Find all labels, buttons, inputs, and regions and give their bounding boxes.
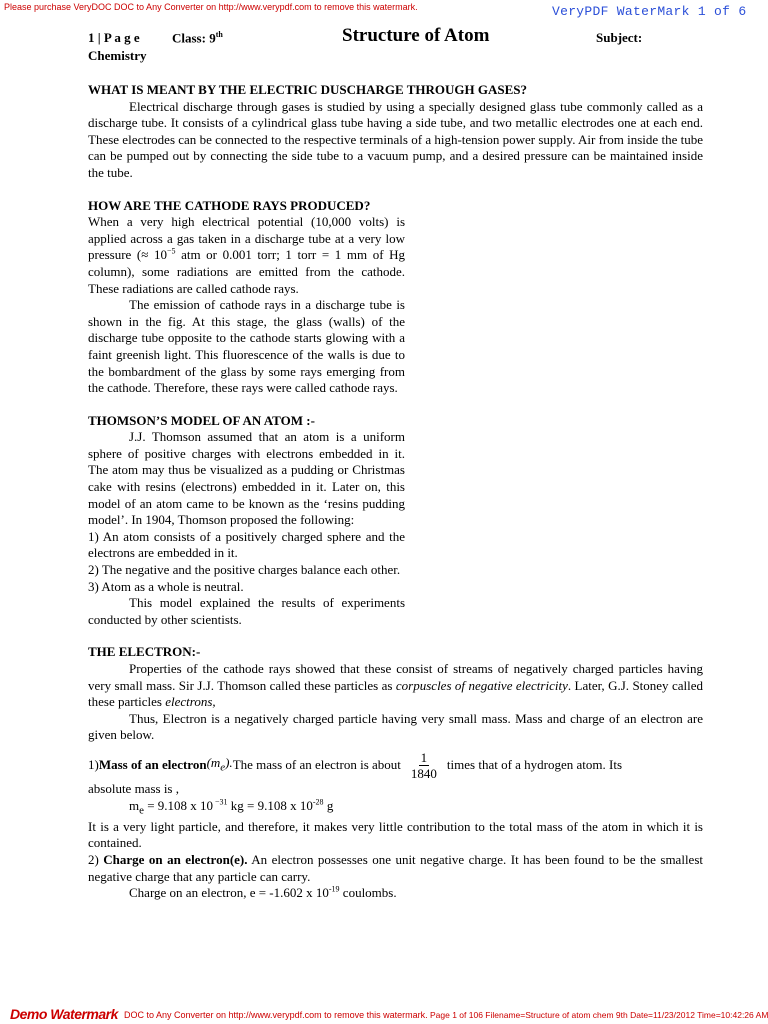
cathode-rays-column	[88, 214, 405, 397]
paragraph-cathode-rays-2: The emission of cathode rays in a discharge tube is shown in the fig. At this stage, the glass (walls) of the discharge tube opposite to the cathode starts glowing with a faint greenish light. This fluorescence of the walls is due to the bombardment of the glass by some rays emerging from the cathode. Therefore, these rays were called cathode rays.	[88, 297, 405, 396]
document-body	[88, 82, 703, 902]
demo-watermark-label: Demo Watermark	[10, 1006, 118, 1022]
list-item: 1) An atom consists of a positively charged sphere and the electrons are embedded in it.	[88, 528, 405, 561]
section-heading-discharge: WHAT IS MEANT BY THE ELECTRIC DUSCHARGE THROUGH GASES?	[88, 82, 527, 97]
paragraph-discharge: Electrical discharge through gases is studied by using a specially designed glass tube commonly called as a discharge tube. It consists of a cylindrical glass tube having a side tube, and two metallic electrodes one at each end. These electrodes can be connected to the respective terminals of a high-tension power supply. Air from inside the tube can be pumped out by connecting the side tube to a vacuum pump, and a desired pressure can be maintained inside the tube.	[88, 98, 703, 180]
paragraph-electron-3: It is a very light particle, and therefore, it makes very little contribution to the total mass of the atom in which it is contained.	[88, 818, 703, 851]
watermark-bottom-notice: DOC to Any Converter on http://www.verypdf.com to remove this watermark.	[124, 1010, 428, 1020]
paragraph-electron-2: Thus, Electron is a negatively charged particle having very small mass. Mass and charge of an electron are given below.	[88, 710, 703, 743]
electron-charge-line: 2) Charge on an electron(e). An electron possesses one unit negative charge. It has been found to be the smallest negative charge that any particle can carry.	[88, 851, 703, 884]
subject-value: Chemistry	[88, 48, 147, 63]
page-number: 1 | P a g e	[88, 30, 140, 45]
section-heading-thomson-model: THOMSON’S MODEL OF AN ATOM :-	[88, 412, 315, 428]
paragraph-thomson-2: This model explained the results of experiments conducted by other scientists.	[88, 595, 405, 627]
watermark-page-info: Page 1 of 106 Filename=Structure of atom chem 9th Date=11/23/2012 Time=10:42:26 AM	[430, 1010, 768, 1020]
electron-mass-line: 1) Mass of an electron $(m_e)$. The mass of an electron is about $\frac{1}{1840}$ times that of a hydrogen atom. Its	[88, 749, 623, 781]
electron-charge-formula: Charge on an electron, e = -1.602 x $10^{-19}$ coulombs.	[129, 884, 397, 901]
list-item: 3) Atom as a whole is neutral.	[88, 578, 244, 594]
electron-mass-continued: absolute mass is ,	[88, 780, 179, 796]
list-item: 2) The negative and the positive charges balance each other.	[88, 562, 401, 578]
subject-label: Subject:	[596, 30, 643, 45]
electron-mass-formula: $m_e = 9.108$ x 10 $^{-31}$ kg = 9.108 x $10^{-28}$ g	[129, 797, 334, 817]
class-label: Class: 9th	[172, 30, 223, 46]
watermark-top-notice: Please purchase VeryDOC DOC to Any Converter on http://www.verypdf.com to remove this watermark.	[4, 2, 418, 12]
section-heading-electron: THE ELECTRON:-	[88, 644, 201, 660]
watermark-footer	[0, 1008, 768, 1024]
document-title: Structure of Atom	[342, 25, 490, 46]
paragraph-electron-1: Properties of the cathode rays showed that these consist of streams of negatively charged particles having very small mass. Sir J.J. Thomson called these particles as corpuscles of negative electricity. Later, G.J. Stoney called these particles electrons,	[88, 661, 703, 710]
paragraph-thomson-1: J.J. Thomson assumed that an atom is a uniform sphere of positive charges with electrons embedded in it. The atom may thus be visualized as a pudding or Christmas cake with resins (electrons) embedded in it. Later on, this model of an atom came to be known as the ‘resins pudding model’. In 1904, Thomson proposed the following:	[88, 429, 405, 528]
watermark-page-counter: VeryPDF WaterMark 1 of 6	[552, 4, 747, 19]
section-heading-cathode-rays: HOW ARE THE CATHODE RAYS PRODUCED?	[88, 197, 371, 213]
mass-fraction: $\frac{1}{1840}$	[410, 749, 437, 781]
paragraph-cathode-rays-1: When a very high electrical potential (10,000 volts) is applied across a gas taken in a discharge tube at a very low pressure (≈ $10^{-5}$ atm or 0.001 torr; 1 torr = 1 mm of Hg column), some radiations are emitted from the cathode. These radiations are called cathode rays.	[88, 214, 405, 296]
thomson-model-column	[88, 429, 405, 628]
